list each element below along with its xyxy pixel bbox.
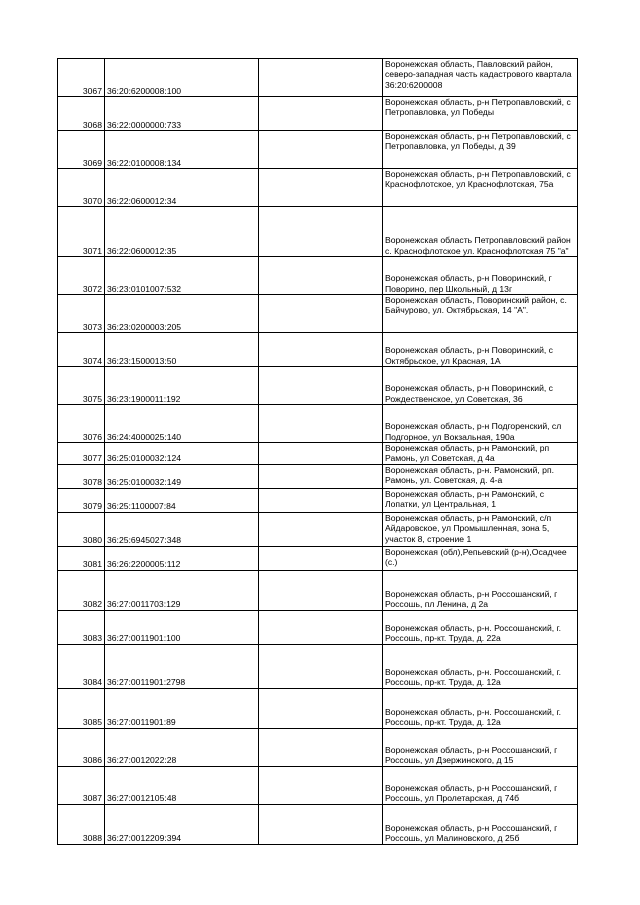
table-row <box>58 546 578 570</box>
address-cell <box>383 688 578 728</box>
empty-cell <box>259 512 383 546</box>
table-row <box>58 169 578 207</box>
address-cell <box>383 546 578 570</box>
address-cell <box>383 405 578 443</box>
cadastral-number: 36:26:2200005:112 <box>105 546 259 570</box>
table-row <box>58 257 578 295</box>
row-number: 3075 <box>58 367 105 405</box>
row-number: 3077 <box>58 443 105 465</box>
address-cell <box>383 488 578 512</box>
empty-cell <box>259 728 383 766</box>
address-cell <box>383 570 578 610</box>
table-row <box>58 131 578 169</box>
empty-cell <box>259 207 383 257</box>
row-number: 3084 <box>58 644 105 688</box>
cadastral-number: 36:20:6200008:100 <box>105 59 259 97</box>
address-text: Воронежская область, р-н. Россошанский, г. Россошь, пр-кт. Труда, д. 12а <box>385 667 561 688</box>
address-cell <box>383 766 578 804</box>
cadastral-number: 36:22:0600012:34 <box>105 169 259 207</box>
row-number: 3069 <box>58 131 105 169</box>
table-row <box>58 728 578 766</box>
table-row <box>58 295 578 333</box>
empty-cell <box>259 295 383 333</box>
table-row <box>58 405 578 443</box>
row-number: 3083 <box>58 610 105 644</box>
table-body <box>58 59 578 845</box>
address-text: Воронежская область, р-н Петропавловский, с Петропавловка, ул Победы, д 39 <box>385 131 571 152</box>
row-number: 3087 <box>58 766 105 804</box>
empty-cell <box>259 405 383 443</box>
cadastral-number: 36:27:0011703:129 <box>105 570 259 610</box>
address-cell <box>383 295 578 333</box>
table-row <box>58 766 578 804</box>
address-cell <box>383 367 578 405</box>
empty-cell <box>259 688 383 728</box>
row-number: 3086 <box>58 728 105 766</box>
row-number: 3080 <box>58 512 105 546</box>
row-number: 3067 <box>58 59 105 97</box>
table-row <box>58 207 578 257</box>
empty-cell <box>259 169 383 207</box>
cadastral-number: 36:23:1500013:50 <box>105 333 259 367</box>
address-text: Воронежская область, р-н Петропавловский, с Краснофлотское, ул Краснофлотская, 75а <box>385 169 571 190</box>
address-text: Воронежская область, р-н Петропавловский, с Петропавловка, ул Победы <box>385 97 571 118</box>
cadastral-number: 36:27:0012105:48 <box>105 766 259 804</box>
address-text: Воронежская область, р-н Россошанский, г Россошь, ул Дзержинского, д 15 <box>385 745 558 766</box>
table-row <box>58 804 578 844</box>
cadastral-number: 36:25:6945027:348 <box>105 512 259 546</box>
row-number: 3082 <box>58 570 105 610</box>
row-number: 3070 <box>58 169 105 207</box>
empty-cell <box>259 546 383 570</box>
empty-cell <box>259 644 383 688</box>
row-number: 3081 <box>58 546 105 570</box>
cadastral-table <box>57 58 578 845</box>
address-text: Воронежская область, р-н Россошанский, г Россошь, ул Пролетарская, д 74б <box>385 783 558 804</box>
cadastral-number: 36:25:1100007:84 <box>105 488 259 512</box>
table-row <box>58 464 578 488</box>
address-cell <box>383 804 578 844</box>
address-cell <box>383 207 578 257</box>
address-text: Воронежская область, р-н. Россошанский, г. Россошь, пр-кт. Труда, д. 12а <box>385 707 561 728</box>
address-cell <box>383 333 578 367</box>
empty-cell <box>259 610 383 644</box>
empty-cell <box>259 443 383 465</box>
cadastral-number: 36:23:0200003:205 <box>105 295 259 333</box>
table-row <box>58 443 578 465</box>
address-cell <box>383 169 578 207</box>
address-text: Воронежская область, р-н Поворинский, с Октябрьское, ул Красная, 1А <box>385 345 553 366</box>
address-cell <box>383 59 578 97</box>
address-cell <box>383 512 578 546</box>
empty-cell <box>259 59 383 97</box>
cadastral-number: 36:22:0600012:35 <box>105 207 259 257</box>
address-cell <box>383 97 578 131</box>
address-text: Воронежская область, Поворинский район, с. Байчурово, ул. Октябрьская, 14 "А". <box>385 295 567 316</box>
empty-cell <box>259 131 383 169</box>
address-cell <box>383 644 578 688</box>
table-row <box>58 512 578 546</box>
address-text: Воронежская область Петропавловский район с. Краснофлотское ул. Краснофлотская 75 "а" <box>385 235 571 256</box>
address-text: Воронежская область, р-н Россошанский, г Россошь, пл Ленина, д 2а <box>385 589 558 610</box>
address-text: Воронежская область, р-н Подгоренский, сл Подгорное, ул Вокзальная, 190а <box>385 421 562 442</box>
table-row <box>58 488 578 512</box>
cadastral-number: 36:23:1900011:192 <box>105 367 259 405</box>
cadastral-number: 36:25:0100032:124 <box>105 443 259 465</box>
cadastral-number: 36:22:0100008:134 <box>105 131 259 169</box>
table-row <box>58 97 578 131</box>
row-number: 3074 <box>58 333 105 367</box>
cadastral-number: 36:27:0012209:394 <box>105 804 259 844</box>
cadastral-number: 36:25:0100032:149 <box>105 464 259 488</box>
cadastral-number: 36:27:0011901:100 <box>105 610 259 644</box>
cadastral-number: 36:27:0012022:28 <box>105 728 259 766</box>
empty-cell <box>259 97 383 131</box>
address-text: Воронежская область, р-н. Россошанский, г. Россошь, пр-кт. Труда, д. 22а <box>385 623 561 644</box>
table-row <box>58 570 578 610</box>
address-cell <box>383 464 578 488</box>
cadastral-number: 36:27:0011901:89 <box>105 688 259 728</box>
empty-cell <box>259 804 383 844</box>
address-text: Воронежская (обл),Репьевский (р-н),Осадчее (с.) <box>385 546 567 568</box>
address-text: Воронежская область, р-н. Рамонский, рп. Рамонь, ул. Советская, д. 4-а <box>385 464 554 486</box>
address-cell <box>383 131 578 169</box>
row-number: 3079 <box>58 488 105 512</box>
address-text: Воронежская область, р-н Поворинский, г Поворино, пер Школьный, д 13г <box>385 273 552 294</box>
table-row <box>58 610 578 644</box>
address-text: Воронежская область, р-н Рамонский, рп Рамонь, ул Советская, д 4а <box>385 443 550 464</box>
cadastral-number: 36:22:0000000:733 <box>105 97 259 131</box>
table-row <box>58 333 578 367</box>
empty-cell <box>259 367 383 405</box>
address-cell <box>383 443 578 465</box>
row-number: 3073 <box>58 295 105 333</box>
address-cell <box>383 610 578 644</box>
table-row <box>58 644 578 688</box>
empty-cell <box>259 464 383 488</box>
row-number: 3072 <box>58 257 105 295</box>
empty-cell <box>259 570 383 610</box>
address-text: Воронежская область, р-н Рамонский, с/п Айдаровское, ул Промышленная, зона 5, участок 8, строение 1 <box>385 512 552 544</box>
address-text: Воронежская область, р-н Рамонский, с Лопатки, ул Центральная, 1 <box>385 488 545 510</box>
address-cell <box>383 728 578 766</box>
cadastral-number: 36:23:0101007:532 <box>105 257 259 295</box>
empty-cell <box>259 333 383 367</box>
address-text: Воронежская область, Павловский район, северо-западная часть кадастрового квартала 36:20:6200008 <box>385 59 572 90</box>
table-row <box>58 367 578 405</box>
row-number: 3078 <box>58 464 105 488</box>
row-number: 3088 <box>58 804 105 844</box>
row-number: 3085 <box>58 688 105 728</box>
table-row <box>58 688 578 728</box>
cadastral-number: 36:24:4000025:140 <box>105 405 259 443</box>
table-row <box>58 59 578 97</box>
empty-cell <box>259 766 383 804</box>
address-text: Воронежская область, р-н Поворинский, с Рождественское, ул Советская, 36 <box>385 383 553 404</box>
empty-cell <box>259 257 383 295</box>
row-number: 3068 <box>58 97 105 131</box>
row-number: 3076 <box>58 405 105 443</box>
cadastral-number: 36:27:0011901:2798 <box>105 644 259 688</box>
address-text: Воронежская область, р-н Россошанский, г Россошь, ул Малиновского, д 25б <box>385 823 558 844</box>
empty-cell <box>259 488 383 512</box>
row-number: 3071 <box>58 207 105 257</box>
address-cell <box>383 257 578 295</box>
